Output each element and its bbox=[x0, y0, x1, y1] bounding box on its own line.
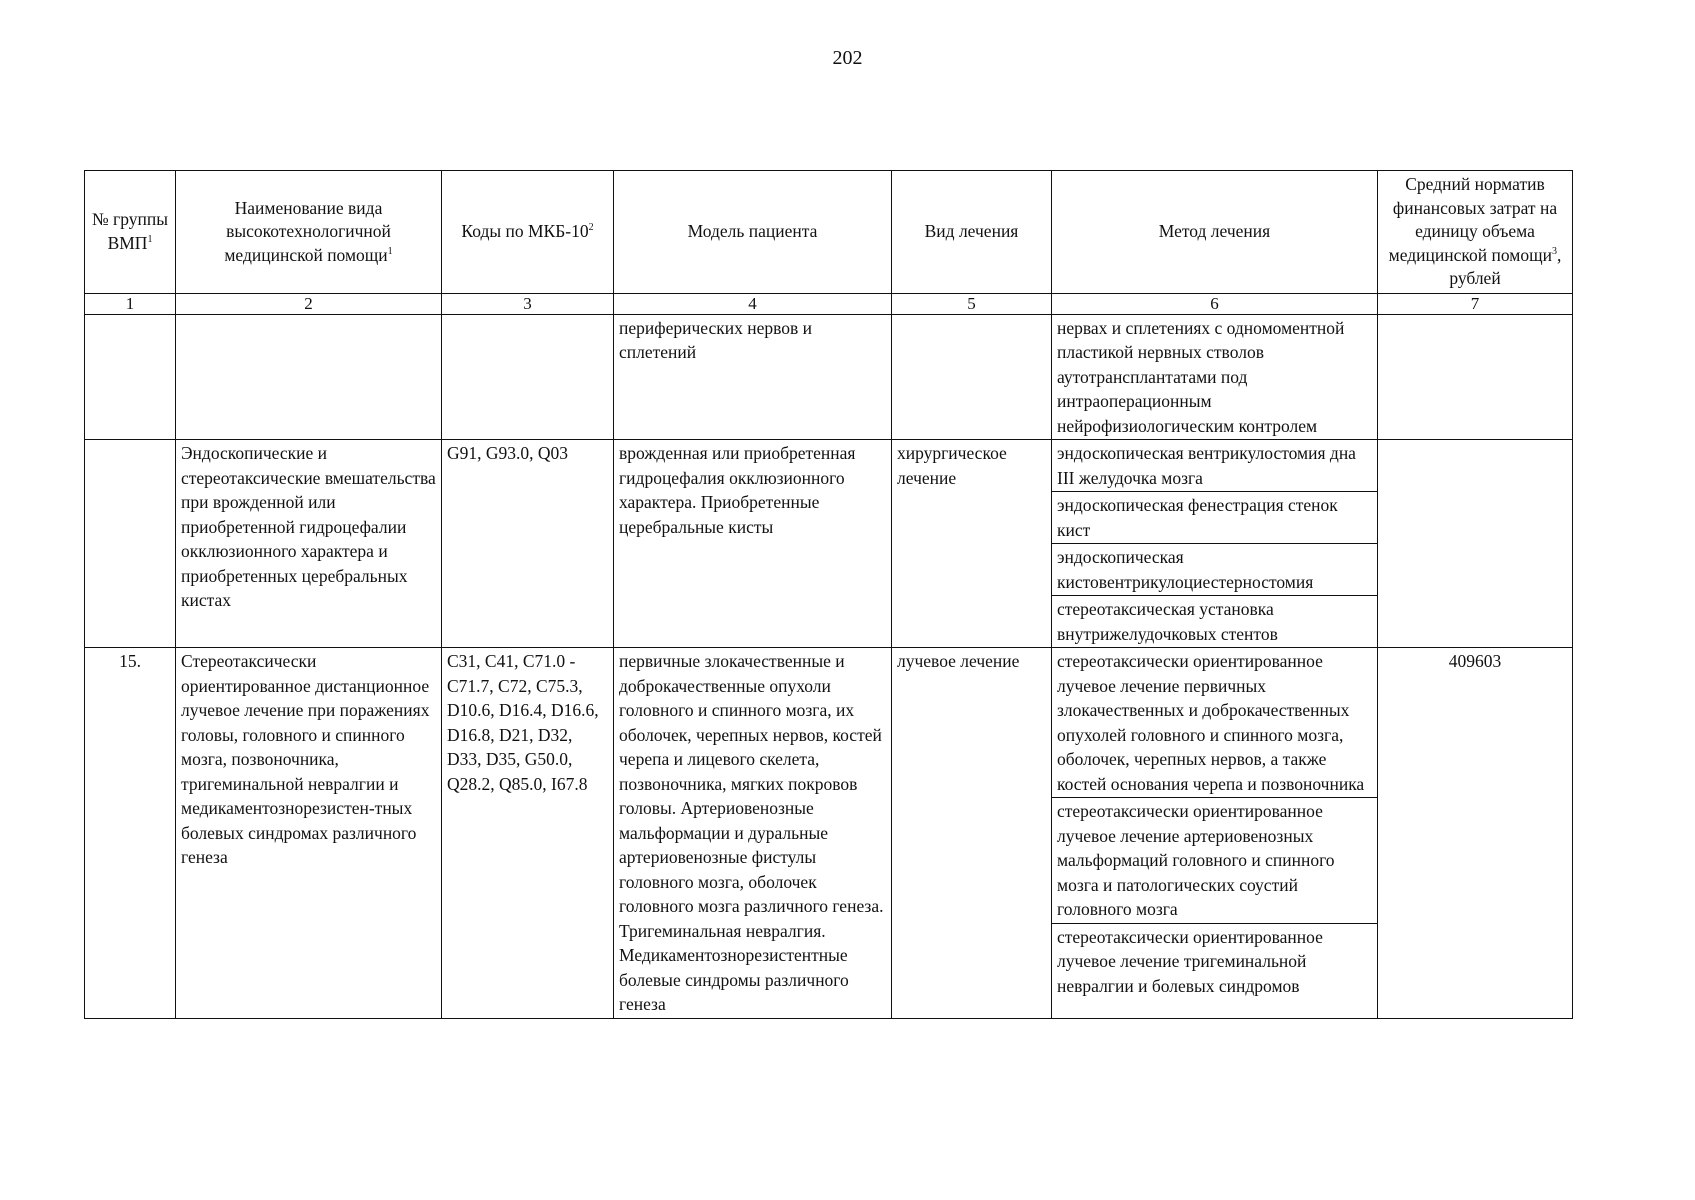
treatment-method-item: эндоскопическая вентрикулостомия дна III желудочка мозга bbox=[1057, 443, 1356, 488]
group-number-cell bbox=[85, 314, 176, 440]
cost-cell bbox=[1378, 314, 1573, 440]
treatment-type-cell: лучевое лечение bbox=[892, 648, 1052, 1019]
header-icd-codes: Коды по МКБ-$10^2$ bbox=[442, 171, 614, 294]
treatment-type-cell: хирургическое лечение bbox=[892, 440, 1052, 648]
icd-codes-cell: G91, G93.0, Q03 bbox=[442, 440, 614, 648]
header-care-type: Наименование вида высокотехнологичной медицинской помощи$^1$ bbox=[176, 171, 442, 294]
treatment-method-item: стереотаксически ориентированное лучевое лечение тригеминальной невралгии и болевых синдромов bbox=[1052, 923, 1377, 1000]
column-number: 2 bbox=[176, 293, 442, 314]
column-number-row bbox=[85, 293, 1573, 314]
column-number: 4 bbox=[614, 293, 892, 314]
header-treatment-type: Вид лечения bbox=[892, 171, 1052, 294]
cost-cell bbox=[1378, 440, 1573, 648]
icd-codes-cell: C31, C41, C71.0 - C71.7, C72, C75.3, D10.6, D16.4, D16.6, D16.8, D21, D32, D33, D35, G50.0, Q28.2, Q85.0, I67.8 bbox=[442, 648, 614, 1019]
treatment-method-item: эндоскопическая фенестрация стенок кист bbox=[1052, 491, 1377, 543]
treatment-method-item: эндоскопическая кистовентрикулоциестерностомия bbox=[1052, 543, 1377, 595]
treatment-method-cell bbox=[1052, 648, 1378, 1019]
patient-model-cell: врожденная или приобретенная гидроцефалия окклюзионного характера. Приобретенные церебральные кисты bbox=[614, 440, 892, 648]
care-type-cell bbox=[176, 314, 442, 440]
group-number-cell: 15. bbox=[85, 648, 176, 1019]
vmp-table bbox=[84, 170, 1573, 1019]
treatment-method-item: нервах и сплетениях с одномоментной пластикой нервных стволов аутотрансплантатами под интраоперационным нейрофизиологическим контролем bbox=[1057, 317, 1345, 436]
header-cost-norm: Средний норматив финансовых затрат на единицу объема медицинской помощи$^3$, рублей bbox=[1378, 171, 1573, 294]
column-number: 7 bbox=[1378, 293, 1573, 314]
page-number: 202 bbox=[832, 47, 863, 69]
patient-model-cell: первичные злокачественные и доброкачественные опухоли головного и спинного мозга, их оболочек, черепных нервов, костей черепа и лицевого скелета, позвоночника, мягких покровов головы. Артериовенозные мальформации и дуральные артериовенозные фистулы головного мозга, оболочек головного мозга различного генеза. Тригеминальная невралгия. Медикаментознорезистентные болевые синдромы различного генеза bbox=[614, 648, 892, 1019]
treatment-method-item: стереотаксическая установка внутрижелудочковых стентов bbox=[1052, 595, 1377, 647]
table-row bbox=[85, 648, 1573, 1019]
treatment-type-cell bbox=[892, 314, 1052, 440]
header-patient-model: Модель пациента bbox=[614, 171, 892, 294]
icd-codes-cell bbox=[442, 314, 614, 440]
column-number: 6 bbox=[1052, 293, 1378, 314]
table-row bbox=[85, 314, 1573, 440]
cost-cell: 409603 bbox=[1378, 648, 1573, 1019]
header-group-number: № группы ВМП$^1$ bbox=[85, 171, 176, 294]
treatment-method-item: стереотаксически ориентированное лучевое лечение артериовенозных мальформаций головного и спинного мозга и патологических соустий головного мозга bbox=[1052, 797, 1377, 923]
group-number-cell bbox=[85, 440, 176, 648]
patient-model-cell: периферических нервов и сплетений bbox=[614, 314, 892, 440]
treatment-method-cell bbox=[1052, 440, 1378, 648]
column-number: 3 bbox=[442, 293, 614, 314]
header-treatment-method: Метод лечения bbox=[1052, 171, 1378, 294]
treatment-method-cell bbox=[1052, 314, 1378, 440]
care-type-cell: Стереотаксически ориентированное дистанционное лучевое лечение при поражениях головы, головного и спинного мозга, позвоночника, тригеминальной невралгии и медикаментознорезистен-тных болевых синдромах различного генеза bbox=[176, 648, 442, 1019]
column-number: 1 bbox=[85, 293, 176, 314]
treatment-method-item: стереотаксически ориентированное лучевое лечение первичных злокачественных и доброкачественных опухолей головного и спинного мозга, оболочек, черепных нервов, а также костей основания черепа и позвоночника bbox=[1057, 651, 1365, 794]
table-row bbox=[85, 440, 1573, 648]
care-type-cell: Эндоскопические и стереотаксические вмешательства при врожденной или приобретенной гидроцефалии окклюзионного характера и приобретенных церебральных кистах bbox=[176, 440, 442, 648]
column-number: 5 bbox=[892, 293, 1052, 314]
header-row bbox=[85, 171, 1573, 294]
